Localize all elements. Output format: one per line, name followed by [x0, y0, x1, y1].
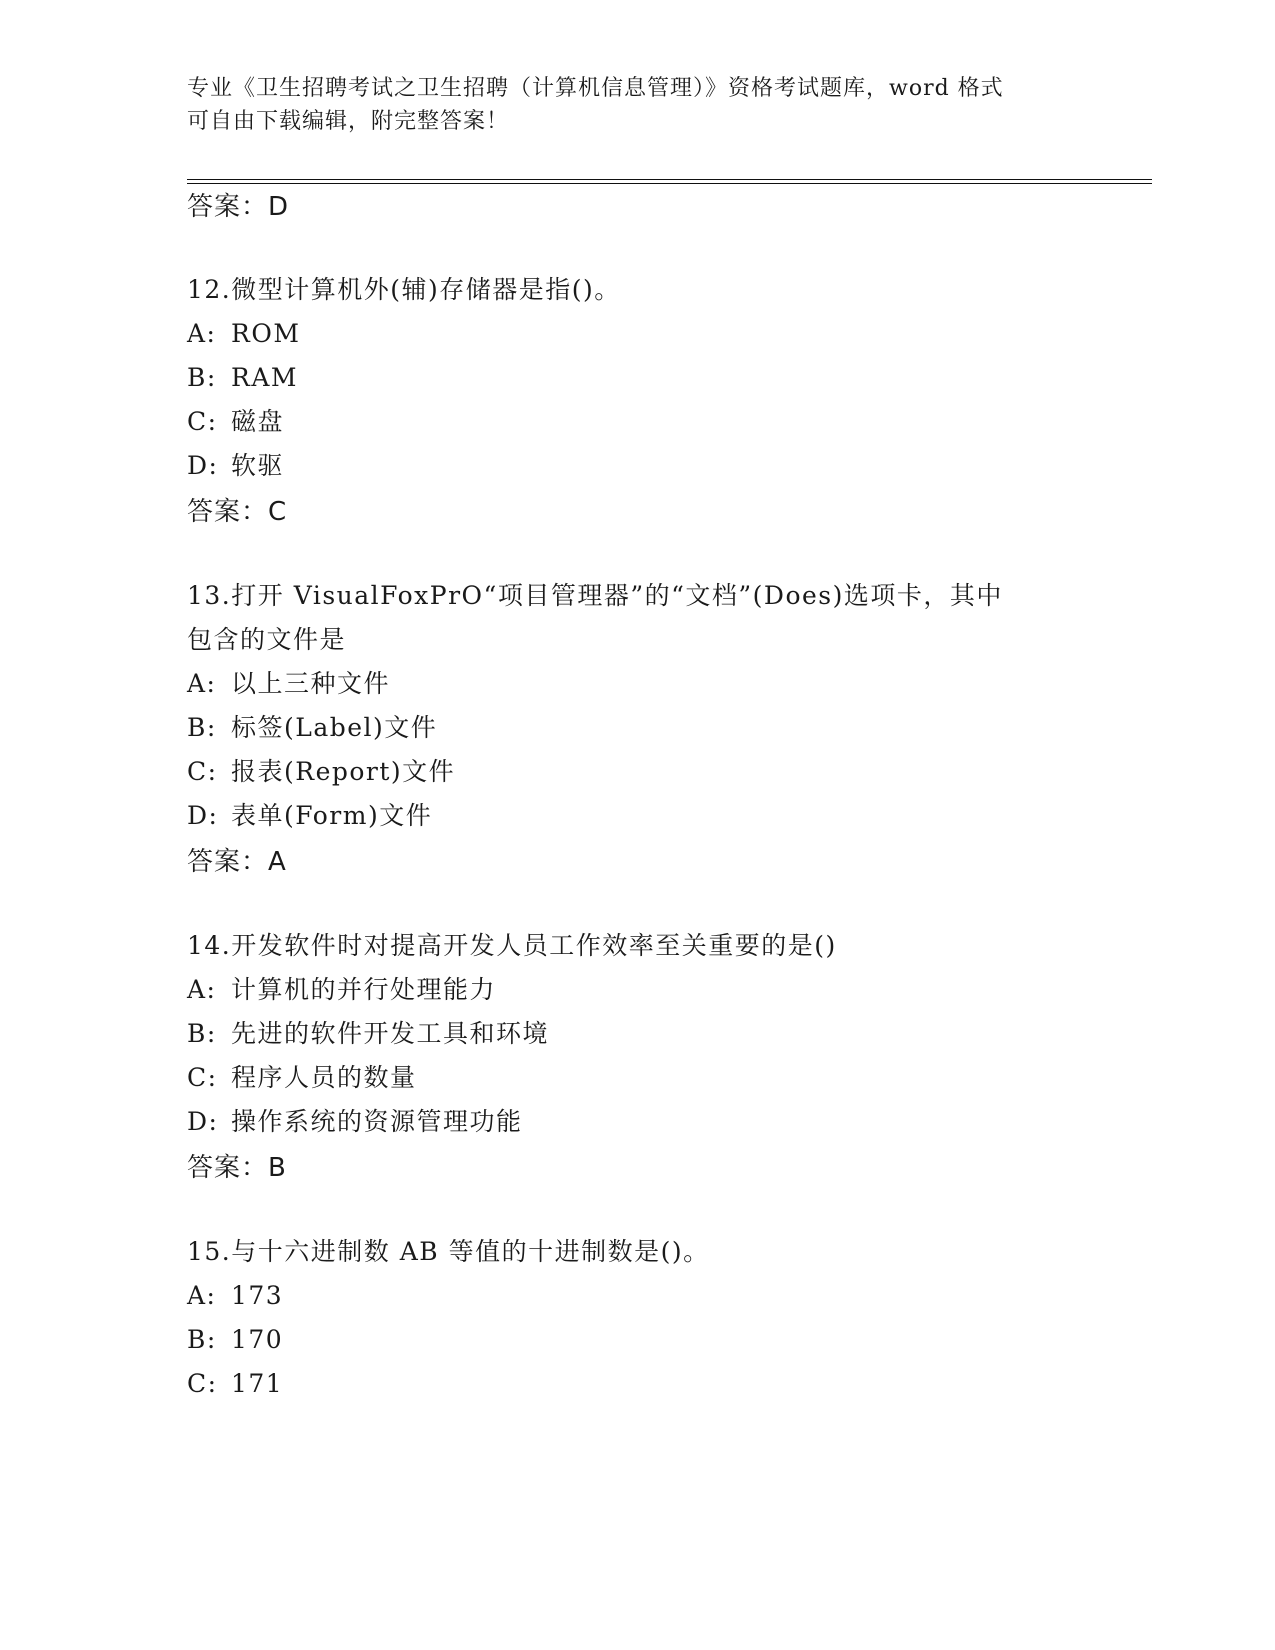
question-13-option-a	[187, 667, 390, 701]
option-key: C:	[187, 407, 218, 436]
option-text: 程序人员的数量	[231, 1063, 417, 1092]
option-key: A:	[187, 319, 217, 348]
option-key: D:	[187, 451, 219, 480]
option-key: B:	[187, 1019, 217, 1048]
option-key: B:	[187, 1325, 217, 1354]
question-13-option-d	[187, 799, 432, 833]
question-12-option-d	[187, 449, 284, 483]
answer-previous: 答案：D	[187, 192, 290, 222]
question-14-option-d	[187, 1105, 523, 1139]
option-text: 170	[231, 1325, 284, 1354]
question-12-option-c	[187, 405, 284, 439]
question-13-stem-line-2: 包含的文件是	[187, 625, 347, 654]
option-key: B:	[187, 363, 217, 392]
question-14-option-c	[187, 1061, 417, 1095]
question-12-stem: 12.微型计算机外(辅)存储器是指()。	[187, 275, 621, 304]
question-15-stem: 15.与十六进制数 AB 等值的十进制数是()。	[187, 1237, 710, 1266]
option-key: D:	[187, 1107, 219, 1136]
option-key: A:	[187, 1281, 217, 1310]
question-14-option-b	[187, 1017, 549, 1051]
question-14-stem: 14.开发软件时对提高开发人员工作效率至关重要的是()	[187, 931, 837, 960]
question-12-option-a	[187, 317, 300, 351]
option-text: 先进的软件开发工具和环境	[231, 1019, 550, 1048]
option-key: C:	[187, 1063, 218, 1092]
option-key: D:	[187, 801, 219, 830]
question-13-answer: 答案：A	[187, 847, 287, 877]
header-rule-top	[187, 179, 1152, 180]
option-key: C:	[187, 757, 218, 786]
option-text: 报表(Report)文件	[231, 757, 456, 786]
question-13-stem-line-1: 13.打开 VisualFoxPrO“项目管理器”的“文档”(Does)选项卡，其中	[187, 581, 1003, 610]
option-key: C:	[187, 1369, 218, 1398]
question-12-answer: 答案：C	[187, 497, 288, 527]
question-14-option-a	[187, 973, 496, 1007]
header-line-2: 可自由下载编辑，附完整答案！	[187, 109, 510, 134]
option-text: 标签(Label)文件	[231, 713, 438, 742]
option-text: 软驱	[231, 451, 285, 480]
question-13-option-c	[187, 755, 455, 789]
option-key: B:	[187, 713, 217, 742]
option-text: RAM	[231, 363, 298, 392]
option-text: 以上三种文件	[231, 669, 391, 698]
option-text: 磁盘	[231, 407, 285, 436]
header-line-1: 专业《卫生招聘考试之卫生招聘（计算机信息管理）》资格考试题库，word 格式	[187, 76, 1004, 101]
option-text: 表单(Form)文件	[231, 801, 433, 830]
header-rule-bottom	[187, 183, 1152, 184]
option-text: 173	[231, 1281, 284, 1310]
option-text: 计算机的并行处理能力	[231, 975, 497, 1004]
question-15-option-c	[187, 1367, 283, 1401]
option-text: ROM	[231, 319, 301, 348]
question-13-option-b	[187, 711, 437, 745]
option-text: 171	[231, 1369, 284, 1398]
option-text: 操作系统的资源管理功能	[231, 1107, 523, 1136]
question-15-option-b	[187, 1323, 283, 1357]
option-key: A:	[187, 975, 217, 1004]
question-14-answer: 答案：B	[187, 1153, 287, 1183]
question-12-option-b	[187, 361, 298, 395]
question-15-option-a	[187, 1279, 283, 1313]
option-key: A:	[187, 669, 217, 698]
document-header	[187, 72, 1087, 138]
